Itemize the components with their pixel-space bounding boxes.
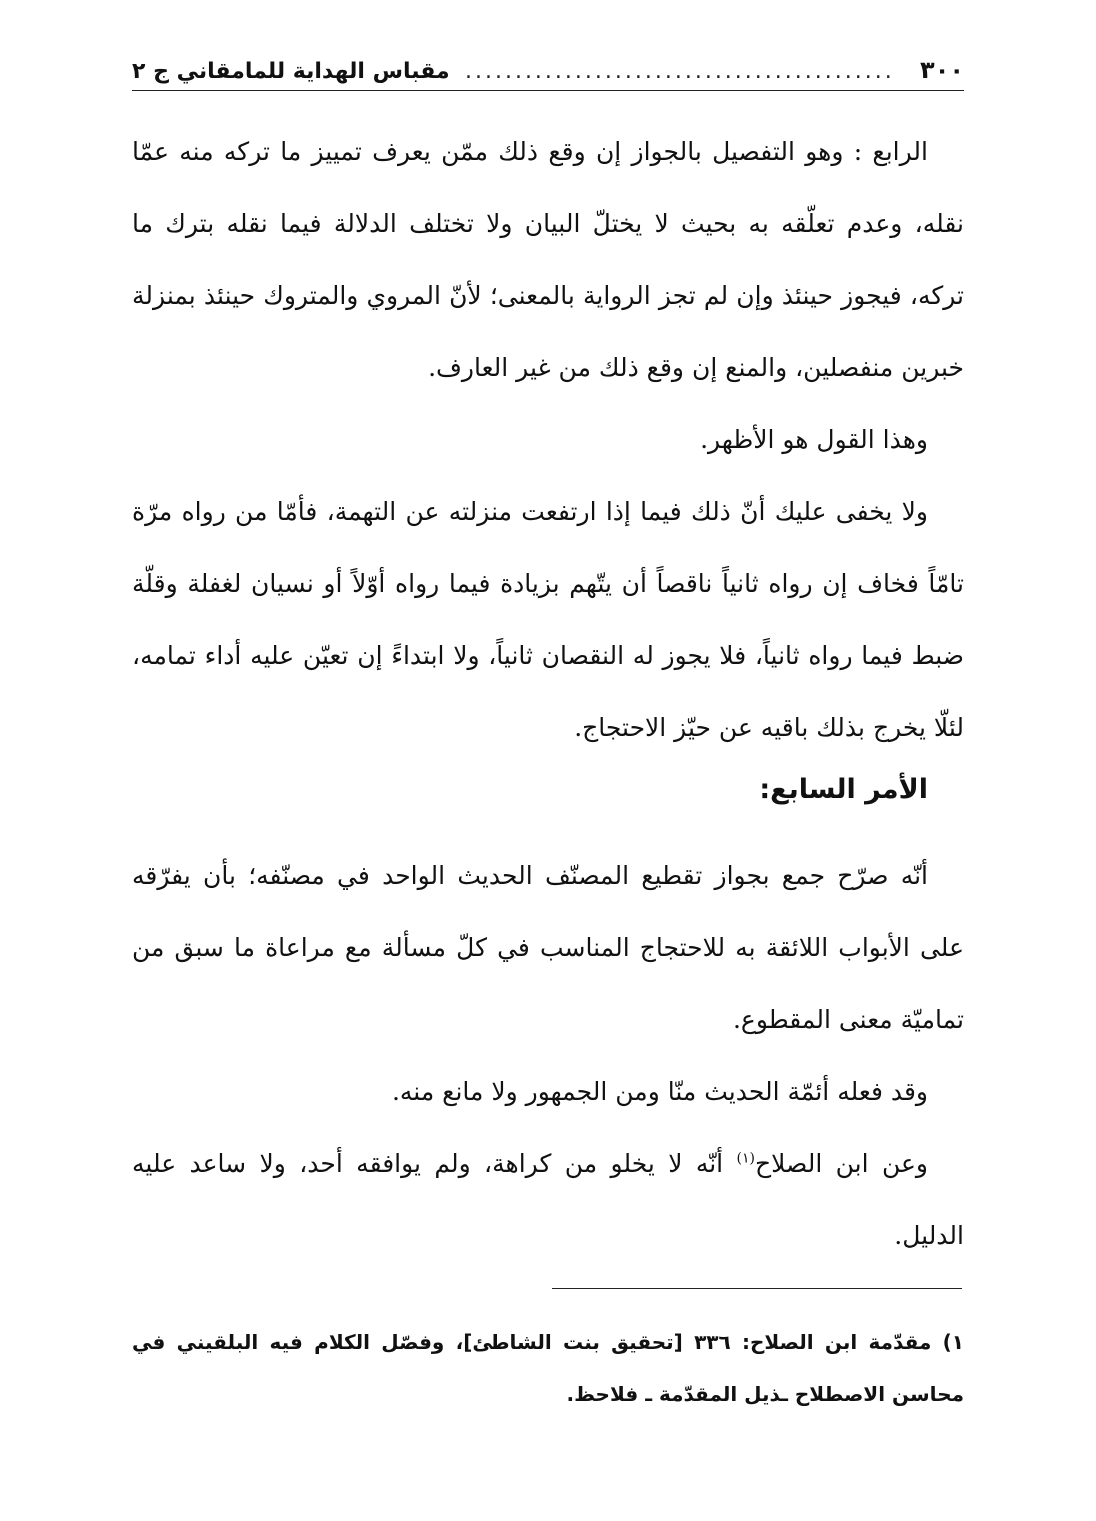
paragraph-imams-practice: وقد فعله أئمّة الحديث منّا ومن الجمهور ولا مانع منه. (391, 1077, 928, 1106)
footnote-divider (552, 1288, 962, 1289)
footnote-reference[interactable]: (١) (736, 1150, 755, 1167)
running-header (132, 40, 964, 91)
body-text (132, 116, 964, 764)
paragraph-fourth-opinion: الرابع : وهو التفصيل بالجواز إن وقع ذلك ممّن يعرف تمييز ما تركه منه عمّا نقله، وعدم تعلّقه به بحيث لا يختلّ البيان ولا تختلف الدلالة فيما نقله بترك ما تركه، فيجوز حينئذ وإن لم تجز الرواية بالمعنى؛ لأنّ المروي والمتروك حينئذ بمنزلة خبرين منفصلين، والمنع إن وقع ذلك من غير العارف. (132, 137, 964, 382)
ibn-salah-text-end: أنّه لا يخلو من كراهة، ولم يوافقه أحد، ولا ساعد عليه الدليل. (132, 1149, 964, 1250)
running-title: مقباس الهداية للمامقاني ج ٢ (132, 59, 450, 84)
section-body (132, 840, 964, 1272)
paragraph-splitting-hadith: أنّه صرّح جمع بجواز تقطيع المصنّف الحديث الواحد في مصنّفه؛ بأن يفرّقه على الأبواب اللائقة به للاحتجاج المناسب في كلّ مسألة مع مراعاة ما سبق من تماميّة معنى المقطوع. (132, 861, 964, 1034)
section-heading: الأمر السابع: (759, 774, 928, 805)
footnote: ١) مقدّمة ابن الصلاح: ٣٣٦ [تحقيق بنت الشاطئ]، وفصّل الكلام فيه البلقيني في محاسن الاصطلاح ـذيل المقدّمة ـ فلاحظ. (132, 1330, 964, 1406)
paragraph-ibn-salah (132, 1128, 964, 1272)
paragraph-accusation-caveat: ولا يخفى عليك أنّ ذلك فيما إذا ارتفعت منزلته عن التهمة، فأمّا من رواه مرّة تامّاً فخاف إن رواه ثانياً ناقصاً أن يتّهم بزيادة فيما رواه أوّلاً أو نسيان لغفلة وقلّة ضبط فيما رواه ثانياً، فلا يجوز له النقصان ثانياً، ولا ابتداءً إن تعيّن عليه أداء تمامه، لئلّا يخرج بذلك باقيه عن حيّز الاحتجاج. (132, 497, 964, 742)
paragraph-preferred-opinion: وهذا القول هو الأظهر. (700, 425, 928, 454)
page-number: ٣٠٠ (920, 56, 964, 84)
ibn-salah-text-start: وعن ابن الصلاح (754, 1149, 928, 1178)
header-leader-dots: ........................................... (464, 59, 895, 84)
